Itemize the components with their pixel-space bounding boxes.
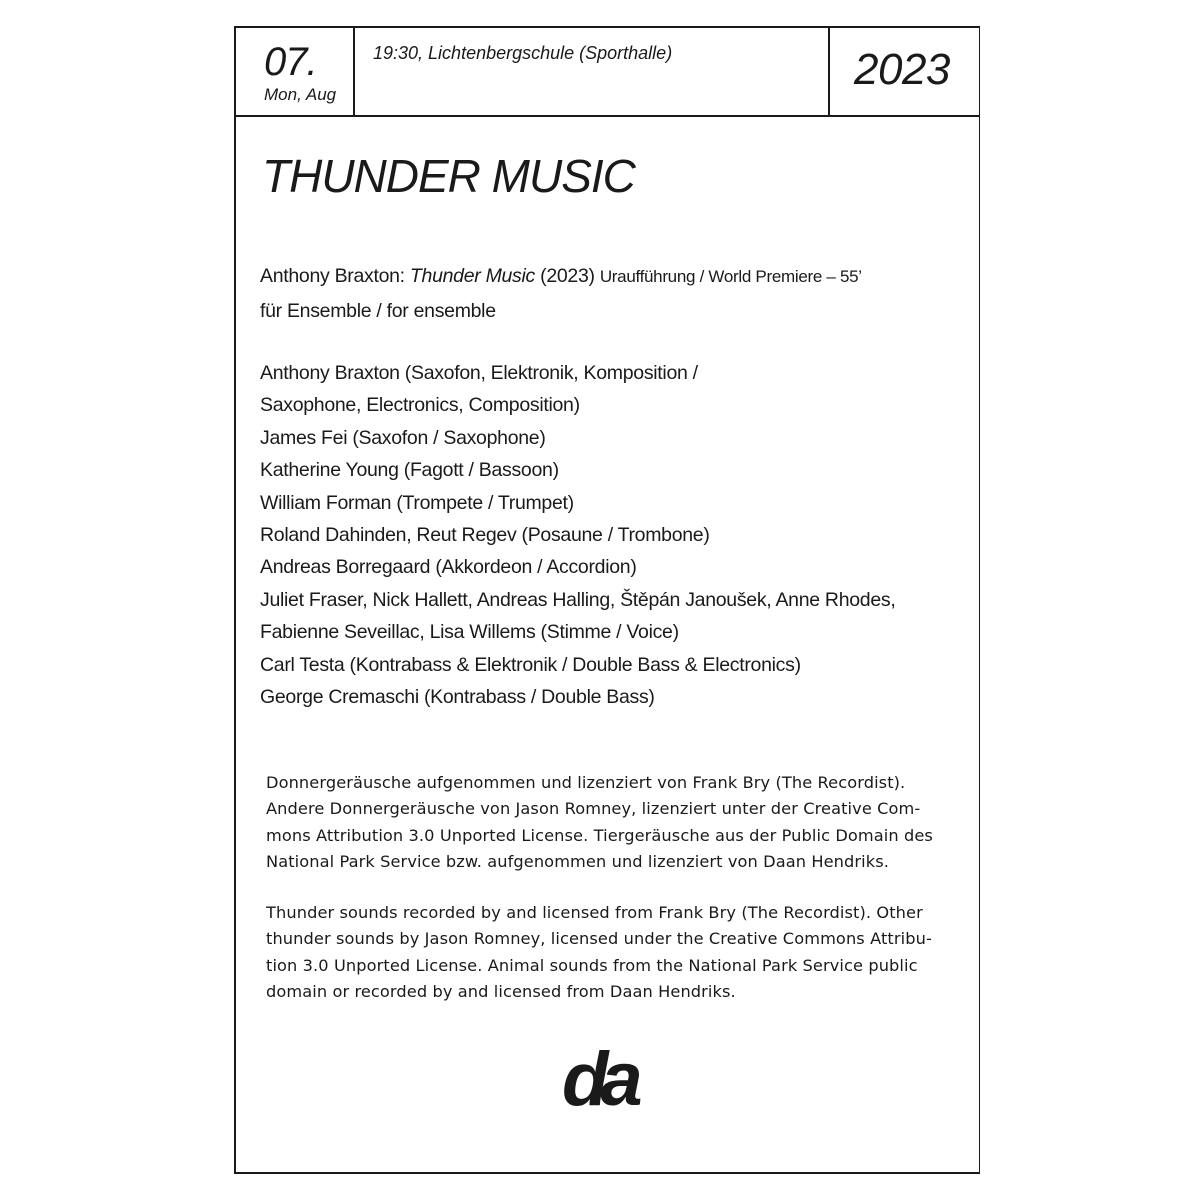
sound-credits [266, 770, 986, 1005]
credits-line: National Park Service bzw. aufgenommen und lizenziert von Daan Hendriks. [266, 851, 890, 871]
performer-line: Roland Dahinden, Reut Regev (Posaune / Trombone) [260, 524, 710, 547]
performer-line: William Forman (Trompete / Trumpet) [260, 491, 574, 514]
event-header [236, 28, 979, 117]
credits-line: thunder sounds by Jason Romney, licensed under the Creative Commons Attribu- [266, 929, 932, 949]
program-title: THUNDER MUSIC [262, 150, 635, 202]
credits-english [266, 900, 986, 1005]
date-cell [236, 28, 355, 115]
work-piece: Thunder Music [409, 265, 535, 287]
performer-line: Juliet Fraser, Nick Hallett, Andreas Halling, Štěpán Janoušek, Anne Rhodes, [260, 588, 896, 611]
event-day: 07. [264, 40, 317, 84]
performer-line: Andreas Borregaard (Akkordeon / Accordion) [260, 556, 637, 579]
work-year: (2023) [540, 265, 595, 287]
venue-cell [355, 28, 830, 115]
performer-line: Katherine Young (Fagott / Bassoon) [260, 459, 559, 482]
work-line [260, 259, 862, 294]
event-year: 2023 [854, 45, 950, 94]
credits-line: Andere Donnergeräusche von Jason Romney, lizenziert unter der Creative Com- [266, 799, 921, 819]
work-instrumentation: für Ensemble / for ensemble [260, 300, 496, 322]
credits-line: Thunder sounds recorded by and licensed from Frank Bry (The Recordist). Other [266, 903, 923, 923]
performer-list [260, 357, 895, 713]
performer-line: James Fei (Saxofon / Saxophone) [260, 426, 546, 449]
credits-line: domain or recorded by and licensed from Daan Hendriks. [266, 982, 736, 1002]
performer-line: George Cremaschi (Kontrabass / Double Bass) [260, 686, 655, 709]
da-logo: da [562, 1037, 635, 1122]
credits-line: tion 3.0 Unported License. Animal sounds from the National Park Service public [266, 955, 918, 975]
performer-line: Fabienne Seveillac, Lisa Willems (Stimme / Voice) [260, 621, 679, 644]
credits-german [266, 770, 986, 875]
work-premiere: Uraufführung / World Premiere – 55’ [599, 267, 862, 286]
event-weekday-month: Mon, Aug [264, 85, 337, 104]
credits-line: Donnergeräusche aufgenommen und lizenziert von Frank Bry (The Recordist). [266, 773, 906, 792]
work-composer: Anthony Braxton: [260, 265, 405, 287]
performer-line: Carl Testa (Kontrabass & Elektronik / Double Bass & Electronics) [260, 653, 801, 676]
program-page [234, 26, 980, 1174]
work-info [260, 259, 862, 328]
event-time-venue: 19:30, Lichtenbergschule (Sporthalle) [373, 43, 673, 63]
credits-line: mons Attribution 3.0 Unported License. Tiergeräusche aus der Public Domain des [266, 825, 933, 845]
performer-line: Anthony Braxton (Saxofon, Elektronik, Komposition / [260, 362, 698, 384]
year-cell [830, 28, 979, 115]
performer-line: Saxophone, Electronics, Composition) [260, 394, 580, 417]
